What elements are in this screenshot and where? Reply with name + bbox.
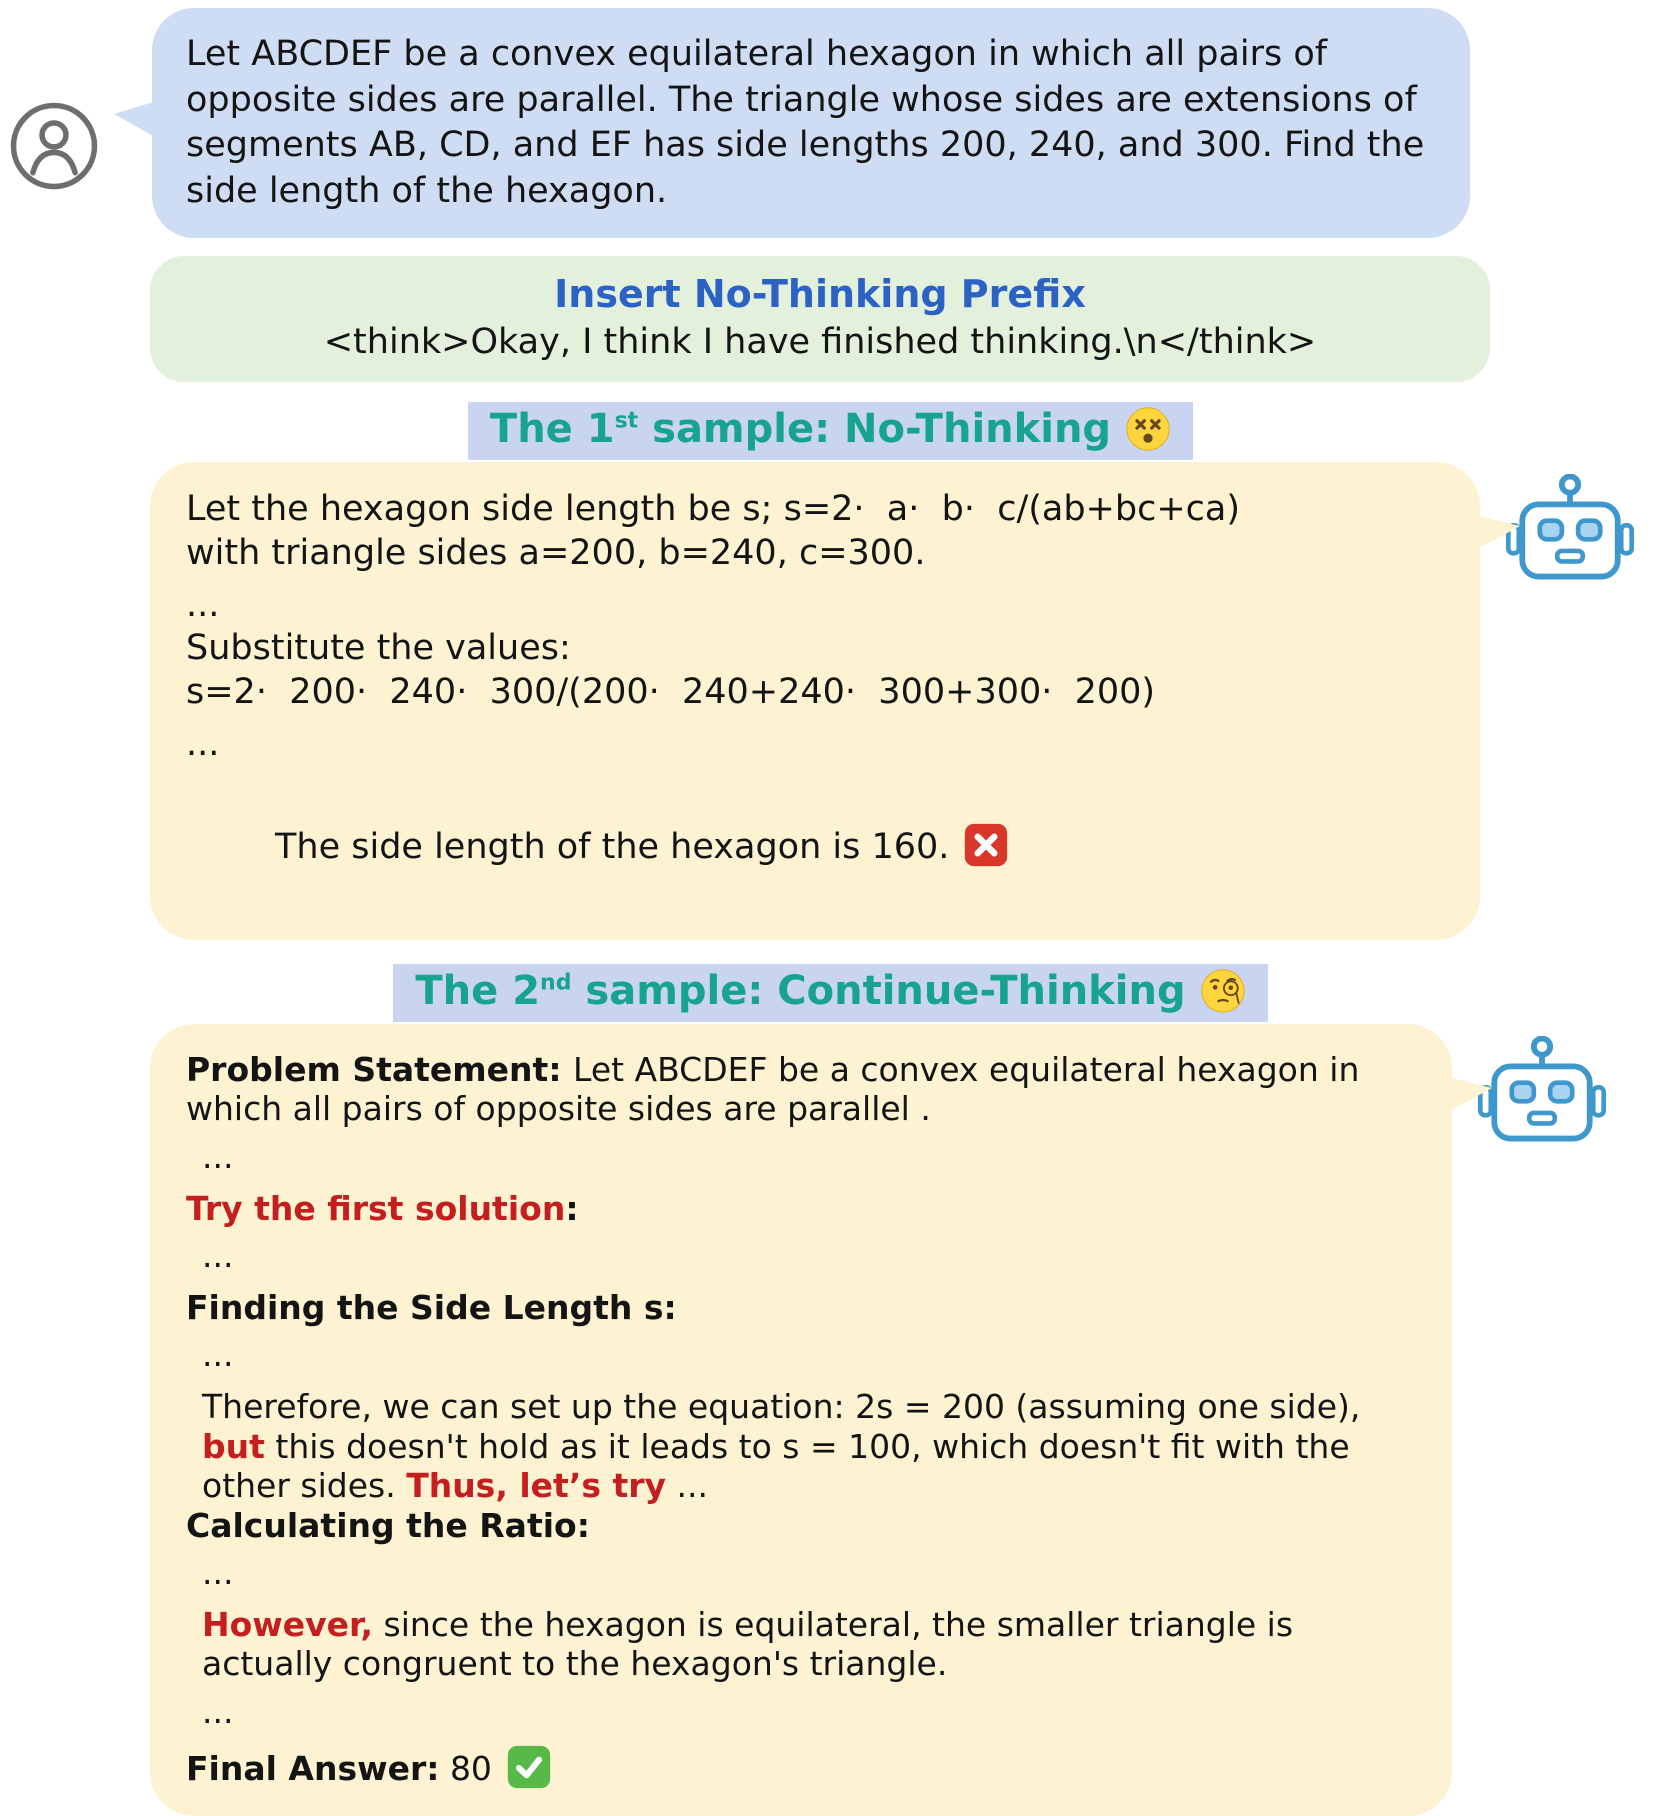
sample2-header-prefix: The 2 <box>415 967 541 1014</box>
sample1-bubble-tail <box>1472 514 1520 552</box>
sample1-header-text <box>490 406 1111 452</box>
problem-statement-label: Problem Statement: <box>186 1049 574 1089</box>
emphasis-but: but <box>202 1426 265 1466</box>
therefore-paragraph <box>186 1387 1416 1506</box>
sample1-line-3: Substitute the values: <box>186 628 571 669</box>
sample2-row <box>0 1024 1661 1816</box>
sample1-header-rest: sample: No-Thinking <box>638 406 1112 452</box>
emphasis-thus: Thus, let’s try <box>406 1466 667 1506</box>
therefore-text-3: ... <box>666 1466 709 1506</box>
robot-icon <box>1506 474 1634 590</box>
sample2-bubble <box>150 1024 1452 1816</box>
sample1-line-2: with triangle sides a=200, b=240, c=300. <box>186 532 926 573</box>
robot-face-icon <box>1478 1036 1606 1148</box>
person-icon <box>8 100 100 192</box>
correct-check-icon <box>506 1744 552 1790</box>
therefore-text-1: Therefore, we can set up the equation: 2s = 200 (assuming one side), <box>202 1386 1371 1426</box>
user-avatar-icon <box>8 100 100 196</box>
problem-statement-paragraph <box>186 1050 1416 1129</box>
robot-face-icon <box>1506 474 1634 586</box>
sample2-header-band <box>393 964 1267 1022</box>
ellipsis-line: ... <box>202 1692 234 1732</box>
sample2-ordinal-superscript: nd <box>540 970 572 996</box>
sample1-line-4: s=2· 200· 240· 300/(200· 240+240· 300+300· 200) <box>186 672 1156 712</box>
however-text: since the hexagon is equilateral, the smaller triangle is actually congruent to the hexagon's triangle. <box>202 1604 1304 1684</box>
no-thinking-prefix-box <box>150 256 1490 382</box>
sample1-header-band <box>468 402 1193 460</box>
problem-statement-text: Let ABCDEF be a convex equilateral hexagon in which all pairs of opposite sides are parallel . <box>186 1049 1370 1129</box>
final-answer-line <box>186 1744 1416 1790</box>
prefix-box-content: <think>Okay, I think I have finished thinking.\n</think> <box>323 322 1317 362</box>
ellipsis-line: ... <box>186 723 220 764</box>
sample1-row <box>0 462 1661 940</box>
prefix-box-title: Insert No-Thinking Prefix <box>554 272 1086 316</box>
emphasis-however: However, <box>202 1604 374 1644</box>
robot-icon <box>1478 1036 1606 1152</box>
ellipsis-line: ... <box>202 1553 234 1593</box>
final-answer-label: Final Answer: <box>186 1748 440 1788</box>
sample2-header-rest: sample: Continue-Thinking <box>571 967 1186 1014</box>
ellipsis-line: ... <box>202 1236 234 1276</box>
sample1-result-line <box>186 779 1444 914</box>
sample1-bubble <box>150 462 1480 940</box>
however-paragraph <box>186 1605 1416 1684</box>
try-first-solution-heading <box>186 1189 1416 1229</box>
ellipsis-line: ... <box>202 1335 234 1375</box>
user-message-row <box>0 8 1661 238</box>
try-first-solution-colon: : <box>565 1188 579 1228</box>
user-message-bubble <box>152 8 1470 238</box>
sample2-bubble-tail <box>1444 1076 1492 1114</box>
calculating-ratio-heading: Calculating the Ratio: <box>186 1505 590 1545</box>
final-answer-value: 80 <box>449 1748 492 1788</box>
try-first-solution-text: Try the first solution <box>186 1188 566 1228</box>
sample1-line-1: Let the hexagon side length be s; s=2· a· b· c/(ab+bc+ca) <box>186 489 1241 529</box>
therefore-text-2: this doesn't hold as it leads to s = 100, which doesn't fit with the other sides. <box>202 1426 1361 1506</box>
sample1-ordinal-superscript: st <box>614 408 639 434</box>
dizzy-face-emoji-icon <box>1125 406 1171 452</box>
user-bubble-tail <box>114 100 160 140</box>
finding-side-length-heading: Finding the Side Length s: <box>186 1287 677 1327</box>
ellipsis-line: ... <box>202 1136 234 1176</box>
sample1-header-prefix: The 1 <box>489 406 615 452</box>
incorrect-cross-icon <box>963 822 1009 868</box>
sample1-line-5: The side length of the hexagon is 160. <box>275 827 950 868</box>
user-message-text: Let ABCDEF be a convex equilateral hexagon in which all pairs of opposite sides are parallel. The triangle whose sides are extensions of segments AB, CD, and EF has side lengths 200, 240, and 300. Find the side length of the hexagon. <box>186 34 1425 211</box>
ellipsis-line: ... <box>186 584 220 625</box>
monocle-face-emoji-icon <box>1200 968 1246 1014</box>
sample2-header-text <box>415 968 1185 1014</box>
